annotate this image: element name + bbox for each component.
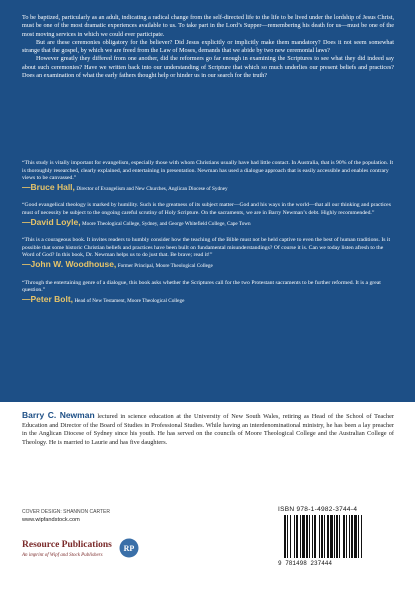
barcode-icon — [282, 515, 390, 558]
endorsement-text: “Through the entertaining genre of a dialogue, this book asks whether the Scriptures call for the two Protestant sacraments to be further reformed. It is a great question.” — [22, 279, 381, 294]
cover-design-credit: COVER DESIGN: SHANNON CARTER — [22, 509, 110, 515]
endorser-role: Head of New Testament, Moore Theological College — [74, 297, 185, 304]
endorsement-text: “Good evangelical theology is marked by humility. Such is the greatness of its subject matter—God and his ways in the world—that all our thinking and practices must of necessity be subject to the ongoing careful scrutiny of Holy Scripture. On the sacraments, we are in Barry Newman’s debt. Highly recommended.” — [22, 202, 391, 216]
intro-text — [22, 14, 394, 80]
barcode-number: 9 781498 237444 — [278, 560, 333, 567]
back-cover-white-panel — [0, 402, 415, 593]
endorser-role: Former Principal, Moore Theological College — [117, 262, 213, 269]
endorsement-text: “This is a courageous book. It invites readers to humbly consider how the teaching of the Bible must not be held captive to even the best of human traditions. Is it possible that some historic Christian beliefs and practices have been built on fundamental misunderstandings? Of course it is. Can we today listen afresh to the Word of God? In this book, Dr. Newman helps us to do just that. Be brave; read it!” — [22, 237, 391, 259]
endorsements — [22, 160, 394, 314]
endorser-name: —Bruce Hall, — [22, 181, 75, 192]
endorser-name: —John W. Woodhouse, — [22, 258, 117, 269]
endorser-name: —David Loyle, — [22, 216, 81, 227]
endorsement-attribution — [22, 181, 394, 194]
endorsement — [22, 202, 394, 228]
intro-paragraph-1: To be baptized, particularly as an adult, indicating a radical change from the self-directed life to the life to be lived under the lordship of Jesus Christ, must be one of the most dramatic experiences available to us. To take part in the Lord’s Supper—remembering his death for us—must be one of the most moving services in which we could ever participate. — [22, 14, 394, 38]
endorser-role: Director of Evangelism and New Churches, Anglican Diocese of Sydney — [76, 185, 228, 192]
endorsement-attribution — [22, 293, 394, 306]
endorsement — [22, 280, 394, 306]
endorsement-attribution — [22, 258, 394, 271]
endorser-role: Moore Theological College, Sydney, and George Whitefield College, Cape Town — [82, 220, 251, 227]
publisher-name: Resource Publications — [22, 540, 112, 550]
endorsement — [22, 237, 394, 270]
publisher-logo-icon — [119, 538, 139, 558]
publisher-logo-text: RP — [123, 544, 135, 553]
endorsement — [22, 160, 394, 193]
author-bio-text: lectured in science education at the University of New South Wales, retiring as Head of the School of Teacher Education and Director of the Board of Studies in Professional Studies. While having an interdenominational ministry, he has been a lay preacher in the Anglican Diocese of Sydney since his youth. He has served on the councils of Moore Theological College and the Australian College of Theology. He is married to Laurie and has five daughters. — [22, 413, 395, 446]
isbn: ISBN 978-1-4982-3744-4 — [278, 506, 358, 513]
author-name: Barry C. Newman — [22, 410, 95, 420]
intro-paragraph-3: However greatly they differed from one another, did the reformers go far enough in examining the Scriptures to see what they did indeed say about such ceremonies? Have we written back into our understanding of Scripture that which so much underlies our present beliefs and practices? Does an examination of what the early fathers thought help or hinder us in our search for the truth? — [22, 55, 394, 80]
publisher-imprint: An imprint of Wipf and Stock Publishers — [22, 553, 103, 558]
author-bio — [22, 411, 394, 447]
intro-paragraph-2: But are these ceremonies obligatory for the believer? Did Jesus explicitly or implicitly make them mandatory? Does it not seem somewhat strange that the gospel, by which we are freed from the Law of Moses, demands that we abide by two new ceremonial laws? — [22, 38, 394, 55]
endorser-name: —Peter Bolt, — [22, 293, 74, 304]
endorsement-text: “This study is vitally important for evangelism, especially those with whom Christians usually have had little contact. In Australia, that is 90% of the population. It is thoroughly researched, clearly explained, and entertaining in presentation. Newman has used a dialogue approach that is easily accessible and enables contrary views to be canvassed.” — [22, 160, 394, 182]
publisher-website: www.wipfandstock.com — [22, 517, 80, 523]
endorsement-attribution — [22, 216, 394, 229]
